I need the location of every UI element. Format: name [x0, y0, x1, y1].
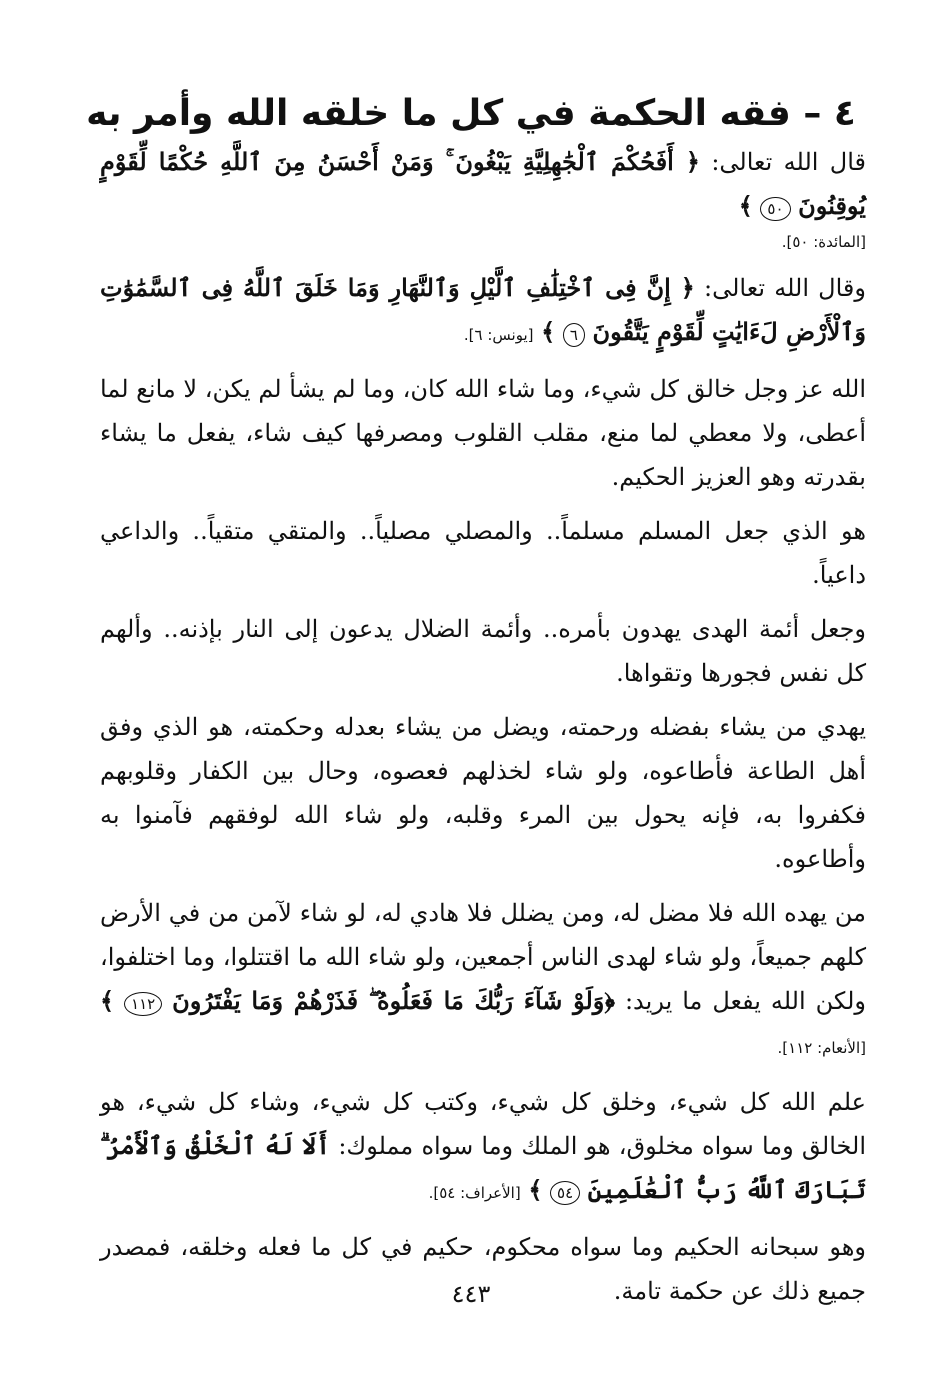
ayah-number-badge: ٦	[563, 323, 585, 347]
paragraph-guided: هو الذي جعل المسلم مسلماً.. والمصلي مصلياً.. والمتقي متقياً.. والداعي داعياً.	[100, 517, 866, 589]
paragraph-wisdom: وهو سبحانه الحكيم وما سواه محكوم، حكيم في كل ما فعله وخلقه، فمصدر جميع ذلك عن حكمة تامة.	[100, 1233, 866, 1305]
paragraph-verse-yunus	[100, 266, 866, 357]
verse-intro: قال الله تعالى:	[711, 148, 866, 176]
quran-verse: أَلَا لَهُ ٱلْخَلْقُ وَٱلْأَمْرُ ۗ تَبَارَكَ ٱللَّهُ رَبُّ ٱلْعَٰلَمِينَ	[100, 1131, 866, 1204]
chapter-heading: ٤ – فقه الحكمة في كل ما خلقه الله وأمر به	[86, 93, 856, 135]
paragraph-creator: الله عز وجل خالق كل شيء، وما شاء الله كان، وما لم يشأ لم يكن، لا مانع لما أعطى، ولا معطي لما منع، مقلب القلوب ومصرفها كيف شاء، يفعل ما يشاء بقدرته وهو العزيز الحكيم.	[100, 375, 866, 491]
page-number: ٤٤٣	[451, 1280, 491, 1308]
quran-verse: ﴿ أَفَحُكْمَ ٱلْجَٰهِلِيَّةِ يَبْغُونَ ۚ وَمَنْ أَحْسَنُ مِنَ ٱللَّهِ حُكْمًا لِّقَوْمٍ يُوقِنُونَ	[100, 147, 866, 220]
ayah-number-badge: ٥٤	[550, 1181, 580, 1205]
verse-close-bracket: ﴾	[541, 317, 556, 346]
ayah-number-badge: ١١٢	[124, 992, 162, 1016]
quran-verse: ﴿وَلَوْ شَآءَ رَبُّكَ مَا فَعَلُوهُ ۖ فَذَرْهُمْ وَمَا يَفْتَرُونَ	[172, 986, 616, 1015]
paragraph-imams: وجعل أئمة الهدى يهدون بأمره.. وأئمة الضلال يدعون إلى النار بإذنه.. وألهم كل نفس فجورها وتقواها.	[100, 615, 866, 687]
paragraph-guidance: يهدي من يشاء بفضله ورحمته، ويضل من يشاء بعدله وحكمته، هو الذي وفق أهل الطاعة فأطاعوه، ولو شاء لخذلهم فعصوه، وحال بين الكفار وقلوبهم فكفروا به، فإنه يحول بين المرء وقلبه، ولو شاء الله لوفقهم فآمنوا به وأطاعوه.	[100, 713, 866, 873]
verse-reference: [المائدة: ٥٠].	[781, 233, 866, 251]
quran-verse: ﴿ إِنَّ فِى ٱخْتِلَٰفِ ٱلَّيْلِ وَٱلنَّهَارِ وَمَا خَلَقَ ٱللَّهُ فِى ٱلسَّمَٰوَٰتِ وَٱلْأَرْضِ لَءَايَٰتٍ لِّقَوْمٍ يَتَّقُونَ	[100, 273, 866, 346]
page-body	[100, 140, 866, 1323]
paragraph-will	[100, 891, 866, 1070]
verse-close-bracket: ﴾	[528, 1175, 543, 1204]
verse-intro: وقال الله تعالى:	[704, 274, 866, 302]
verse-close-bracket: ﴾	[100, 986, 115, 1015]
verse-reference: [الأعراف: ٥٤].	[428, 1184, 521, 1202]
verse-reference: [يونس: ٦].	[463, 326, 534, 344]
verse-close-bracket: ﴾	[738, 191, 753, 220]
paragraph-text: من يهده الله فلا مضل له، ومن يضلل فلا هادي له، لو شاء لآمن من في الأرض كلهم جميعاً، ولو شاء لهدى الناس أجمعين، ولو شاء الله ما اقتتلوا، وما اختلفوا، ولكن الله يفعل ما يريد:	[100, 899, 866, 1015]
paragraph-verse-maidah	[100, 140, 866, 256]
verse-reference: [الأنعام: ١١٢].	[777, 1039, 866, 1057]
ayah-number-badge: ٥٠	[760, 197, 790, 221]
paragraph-knowledge	[100, 1080, 866, 1215]
paragraph-text: علم الله كل شيء، وخلق كل شيء، وكتب كل شيء، وشاء كل شيء، هو الخالق وما سواه مخلوق، هو الملك وما سواه مملوك:	[100, 1088, 866, 1160]
